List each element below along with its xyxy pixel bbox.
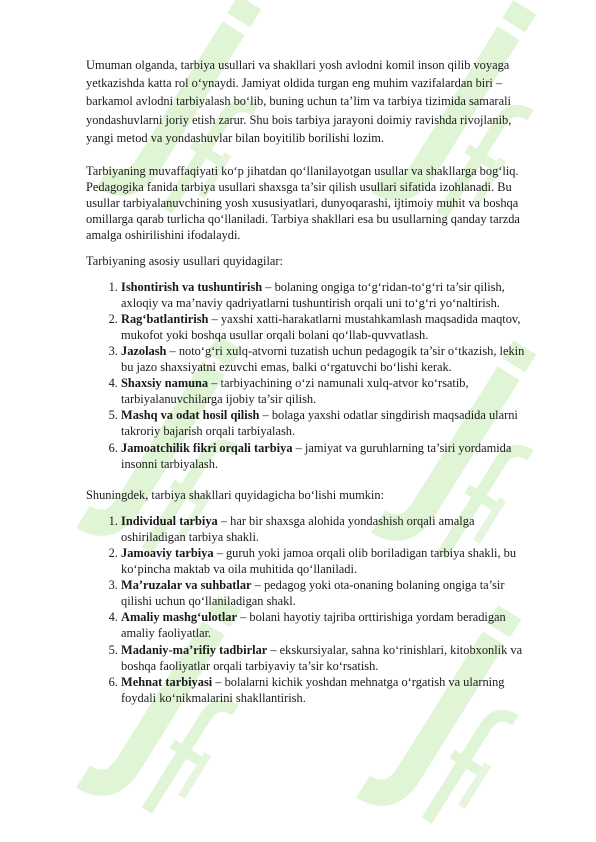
list-item: [121, 440, 526, 472]
list-item-term: Amaliy mashg‘ulotlar: [121, 610, 237, 625]
list-item-description: – noto‘g‘ri xulq-atvorni tuzatish uchun pedagogik ta’sir o‘tkazish, lekin bu jazo shaxsiyatni ezuvchi emas, balki o‘rgatuvchi bo‘lishi kerak.: [121, 343, 525, 375]
paragraph-effectiveness: Tarbiyaning muvaffaqiyati ko‘p jihatdan qo‘llanilayotgan usullar va shakllarga bog‘liq. Pedagogika fanida tarbiya usullari shaxsga ta’sir qilish usullari sifatida izohlanadi. Bu usullar tarbiyalanuvchining yosh xususiyatlari, dunyoqarashi, ijtimoiy muhit va boshqa omillarga qarab turlicha qo‘llaniladi. Tarbiya shakllari esa bu usullarning qanday tarzda amalga oshirilishini ifodalaydi.: [86, 164, 520, 243]
list-item-term: Mehnat tarbiyasi: [121, 674, 213, 689]
list-item-term: Ishontirish va tushuntirish: [121, 279, 263, 294]
list-item-term: Individual tarbiya: [121, 513, 218, 528]
list-item-term: Madaniy-ma’rifiy tadbirlar: [121, 642, 268, 657]
document-body: [86, 56, 526, 706]
list-item-description: – pedagog yoki ota-onaning bolaning ongiga ta’sir qilishi uchun qo‘llaniladigan shakl.: [121, 578, 505, 609]
paragraph-intro: Umuman olganda, tarbiya usullari va shakllari yosh avlodni komil inson qilib voyaga yetkazishda katta rol o‘ynaydi. Jamiyat oldida turgan eng muhim vazifalardan biri – barkamol avlodni tarbiyalash bo‘lib, buning uchun ta’lim va tarbiya tizimida samarali yondashuvlarni joriy etish zarur. Shu bois tarbiya jarayoni doimiy ravishda rivojlanib, yangi metod va yondashuvlar bilan boyitilib borilishi lozim.: [86, 58, 512, 145]
list-item: [121, 674, 526, 706]
list-item: [121, 513, 526, 545]
list-item: [121, 311, 526, 343]
list-item-description: – har bir shaxsga alohida yondashish orqali amalga oshiriladigan tarbiya shakli.: [121, 513, 475, 544]
list-item-description: – bolaga yaxshi odatlar singdirish maqsadida ularni takroriy bajarish orqali tarbiyalash.: [121, 408, 518, 439]
list-item: [121, 279, 526, 311]
methods-list: [86, 279, 526, 472]
list-item-description: – bolalarni kichik yoshdan mehnatga o‘rgatish va ularning foydali ko‘nikmalarini shakllantirish.: [121, 674, 505, 705]
list-item-description: – yaxshi xatti-harakatlarni mustahkamlash maqsadida maqtov, mukofot yoki boshqa usullar orqali bolani qo‘llab-quvvatlash.: [121, 311, 521, 342]
list-item: [121, 577, 526, 609]
list-item-description: – bolani hayotiy tajriba orttirishiga yordam beradigan amaliy faoliyatlar.: [121, 610, 506, 641]
list-item-description: – guruh yoki jamoa orqali olib boriladigan tarbiya shakli, bu ko‘pincha maktab va oila muhitida qo‘llaniladi.: [121, 545, 517, 577]
forms-list: [86, 513, 526, 706]
list-item: [121, 407, 526, 439]
forms-intro: Shuningdek, tarbiya shakllari quyidagicha bo‘lishi mumkin:: [86, 487, 385, 502]
list-item: [121, 609, 526, 641]
list-item: [121, 545, 526, 577]
methods-intro: Tarbiyaning asosiy usullari quyidagilar:: [86, 254, 283, 269]
list-item-term: Rag‘batlantirish: [121, 311, 209, 326]
list-item-term: Jamoaviy tarbiya: [121, 545, 214, 560]
list-item-term: Jazolash: [121, 343, 167, 358]
list-item-description: – bolaning ongiga to‘g‘ridan-to‘g‘ri ta’sir qilish, axloqiy va ma’naviy qadriyatlarni tushuntirish orqali uni to‘g‘ri yo‘naltirish.: [121, 279, 505, 310]
list-item-description: – jamiyat va guruhlarning ta’siri yordamida insonni tarbiyalash.: [121, 440, 512, 471]
list-item-term: Ma’ruzalar va suhbatlar: [121, 578, 252, 593]
list-item-description: – ekskursiyalar, sahna ko‘rinishlari, kitobxonlik va boshqa faoliyatlar orqali tarbiyaviy ta’sir ko‘rsatish.: [121, 642, 523, 673]
list-item-term: Mashq va odat hosil qilish: [121, 408, 260, 423]
list-item-term: Shaxsiy namuna: [121, 376, 209, 391]
list-item: [121, 343, 526, 375]
list-item: [121, 375, 526, 407]
list-item-description: – tarbiyachining o‘zi namunali xulq-atvor ko‘rsatib, tarbiyalanuvchilarga ijobiy ta’sir qilish.: [121, 376, 469, 407]
list-item: [121, 642, 526, 674]
list-item-term: Jamoatchilik fikri orqali tarbiya: [121, 440, 293, 455]
